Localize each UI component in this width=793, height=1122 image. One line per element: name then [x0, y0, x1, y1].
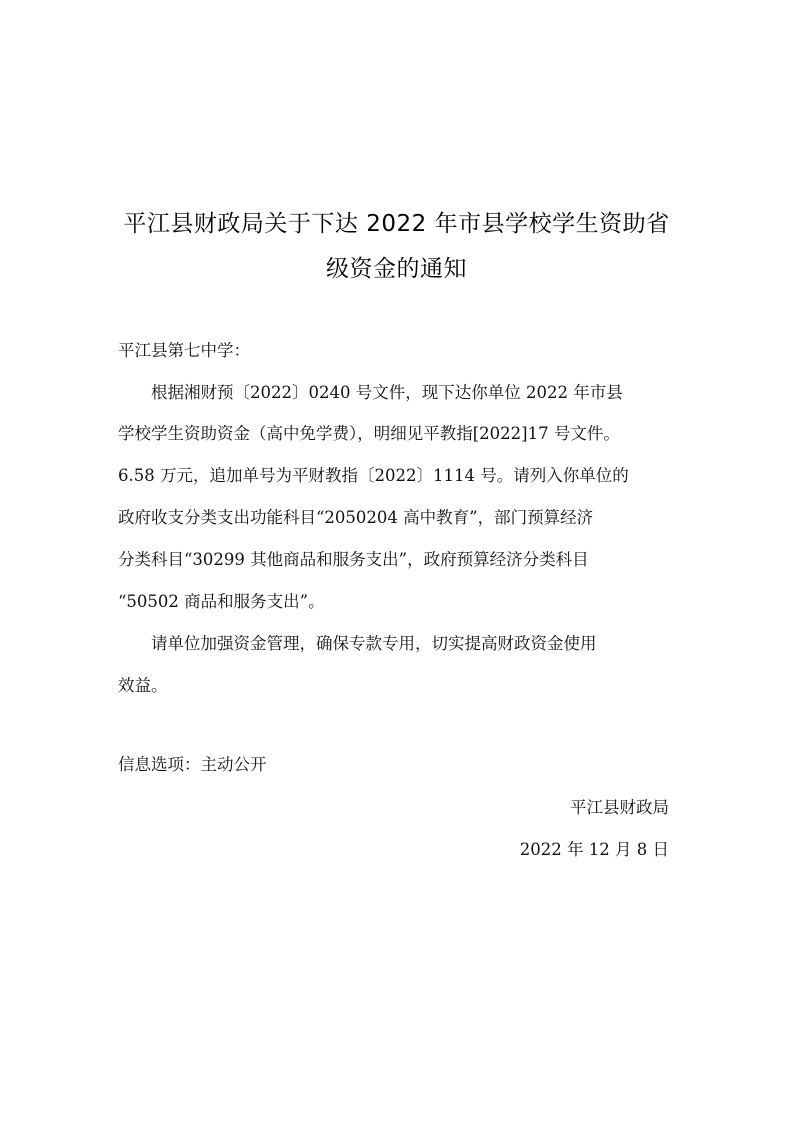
paragraph-2-line: 效益。	[118, 676, 168, 695]
paragraph-1-line: 学校学生资助资金（高中免学费），明细见平教指[2022]17 号文件。	[118, 424, 620, 443]
paragraph-1-line: 分类科目“30299 其他商品和服务支出”，政府预算经济分类科目	[118, 550, 589, 569]
paragraph-2-line: 请单位加强资金管理，确保专款专用，切实提高财政资金使用	[151, 634, 597, 653]
paragraph-1-line: “50502 商品和服务支出”。	[118, 592, 325, 611]
disclosure-option: 信息选项：主动公开	[118, 755, 267, 774]
paragraph-1-line: 政府收支分类支出功能科目“2050204 高中教育”，部门预算经济	[118, 508, 594, 527]
paragraph-1-line: 根据湘财预〔2022〕0240 号文件，现下达你单位 2022 年市县	[151, 383, 623, 402]
document-title-line-1: 平江县财政局关于下达 2022 年市县学校学生资助省	[123, 211, 670, 237]
salutation: 平江县第七中学：	[118, 341, 250, 360]
document-title-line-2: 级资金的通知	[326, 256, 467, 282]
paragraph-1-line: 6.58 万元，追加单号为平财教指〔2022〕1114 号。请列入你单位的	[118, 466, 629, 485]
issuer-signature: 平江县财政局	[570, 798, 669, 817]
issue-date: 2022 年 12 月 8 日	[519, 840, 669, 859]
